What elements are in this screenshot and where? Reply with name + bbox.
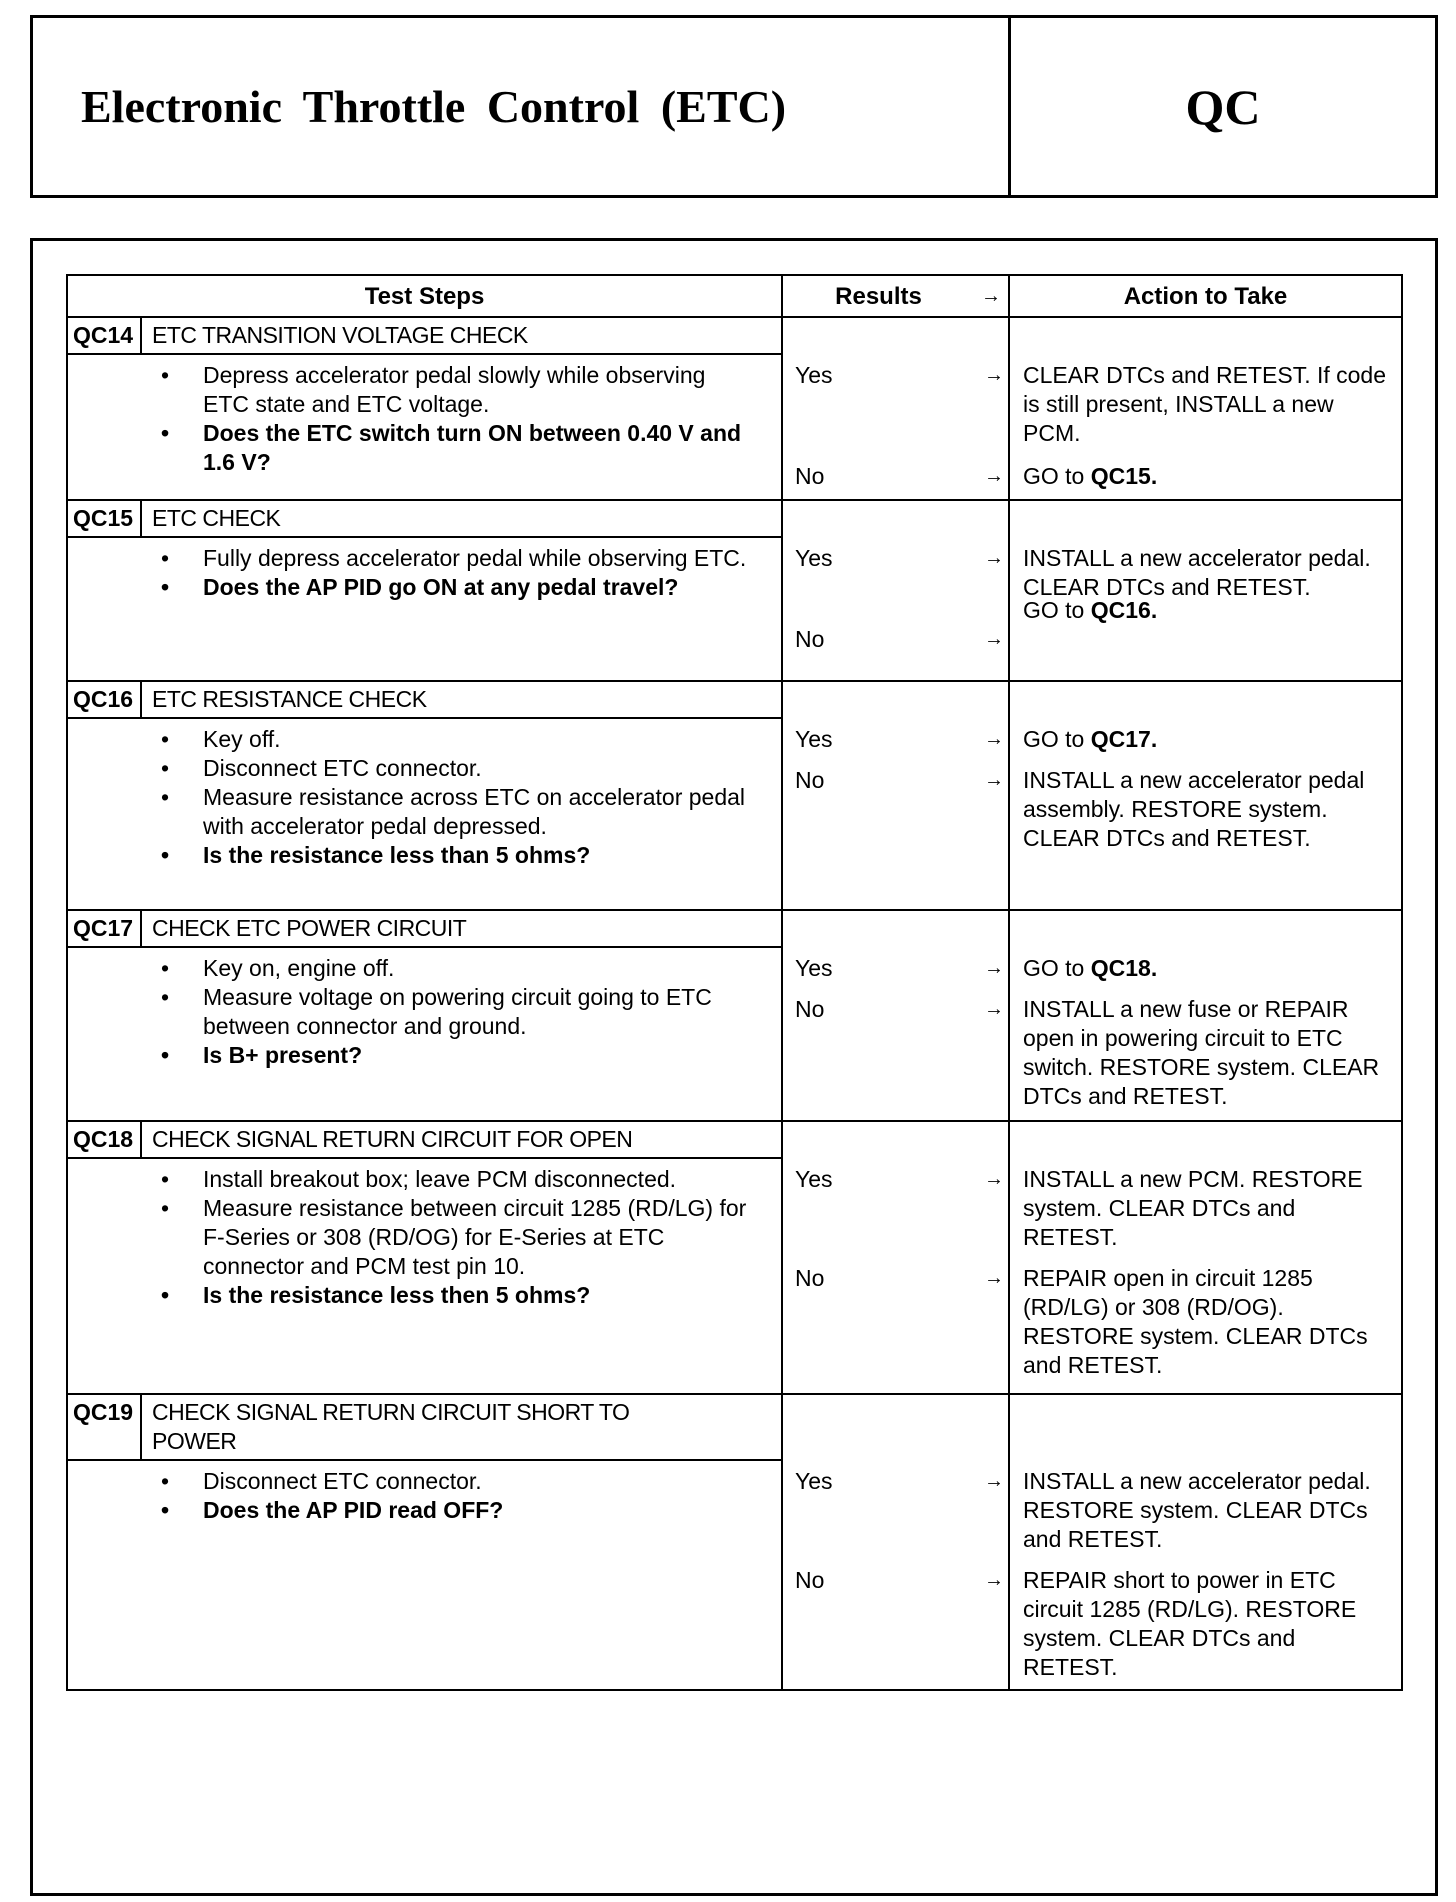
step-id: QC18: [68, 1122, 142, 1157]
table-row: [67, 910, 1402, 1121]
action-no: REPAIR short to power in ETC circuit 1285 (RD/LG). RESTORE system. CLEAR DTCs and RETEST.: [1023, 1567, 1357, 1680]
result-no: No: [795, 1265, 825, 1291]
table-row: [67, 317, 1402, 500]
step-title: ETC RESISTANCE CHECK: [152, 686, 427, 712]
action-cell: [1009, 500, 1402, 681]
arrow-icon: →: [984, 547, 1004, 569]
table-row: [67, 500, 1402, 681]
action-yes: INSTALL a new accelerator pedal. RESTORE system. CLEAR DTCs and RETEST.: [1023, 1468, 1371, 1552]
action-yes: CLEAR DTCs and RETEST. If code is still present, INSTALL a new PCM.: [1023, 362, 1387, 446]
results-cell: [782, 500, 1009, 681]
step-question: • Is the resistance less then 5 ohms?: [203, 1281, 751, 1310]
step-bullet: • Fully depress accelerator pedal while observing ETC.: [203, 544, 751, 573]
arrow-icon: →: [984, 1267, 1004, 1289]
result-yes: Yes: [795, 726, 833, 752]
results-cell: [782, 910, 1009, 1121]
result-no: No: [795, 1567, 825, 1593]
step-title: ETC TRANSITION VOLTAGE CHECK: [152, 322, 528, 348]
result-no: No: [795, 626, 825, 652]
goto-prefix: GO to: [1023, 955, 1091, 981]
result-yes: Yes: [795, 955, 833, 981]
step-title: ETC CHECK: [152, 505, 281, 531]
goto-target: QC15.: [1090, 463, 1158, 489]
goto-target: QC16.: [1090, 597, 1158, 623]
results-cell: [782, 1121, 1009, 1394]
goto-target: QC17.: [1090, 726, 1158, 752]
content-frame: [30, 238, 1438, 1896]
header-results: [782, 275, 1009, 317]
step-id: QC16: [68, 682, 142, 717]
goto-prefix: GO to: [1023, 597, 1091, 623]
arrow-icon: →: [984, 364, 1004, 386]
action-yes: [1010, 954, 1401, 983]
step-question: • Is B+ present?: [203, 1041, 751, 1070]
step-question: • Does the ETC switch turn ON between 0.40 V and 1.6 V?: [203, 419, 751, 477]
arrow-icon: →: [981, 284, 1001, 307]
result-yes: Yes: [795, 362, 833, 388]
step-cell: [67, 1394, 782, 1690]
arrow-icon: →: [984, 728, 1004, 750]
step-id: QC14: [68, 318, 142, 353]
step-bullet: • Key off.: [203, 725, 751, 754]
step-id: QC19: [68, 1395, 142, 1459]
action-no: INSTALL a new accelerator pedal assembly. RESTORE system. CLEAR DTCs and RETEST.: [1023, 767, 1365, 851]
step-cell: [67, 910, 782, 1121]
goto-target: QC18.: [1090, 955, 1158, 981]
arrow-icon: →: [984, 769, 1004, 791]
arrow-icon: →: [984, 465, 1004, 487]
step-bullet: • Depress accelerator pedal slowly while observing ETC state and ETC voltage.: [203, 361, 751, 419]
step-bullet: • Measure voltage on powering circuit going to ETC between connector and ground.: [203, 983, 751, 1041]
action-yes: INSTALL a new PCM. RESTORE system. CLEAR DTCs and RETEST.: [1023, 1166, 1363, 1250]
goto-prefix: GO to: [1023, 463, 1091, 489]
step-bullet: • Install breakout box; leave PCM disconnected.: [203, 1165, 751, 1194]
step-title: CHECK ETC POWER CIRCUIT: [152, 915, 467, 941]
header-results-label: Results: [835, 282, 922, 310]
step-bullet: • Measure resistance across ETC on accelerator pedal with accelerator pedal depressed.: [203, 783, 751, 841]
step-title: CHECK SIGNAL RETURN CIRCUIT SHORT TO POWER: [152, 1399, 630, 1454]
step-id: QC15: [68, 501, 142, 536]
section-code: QC: [1185, 78, 1261, 135]
results-cell: [782, 1394, 1009, 1690]
action-yes: INSTALL a new accelerator pedal. CLEAR DTCs and RETEST.: [1023, 545, 1371, 600]
results-cell: [782, 681, 1009, 910]
table-row: [67, 1394, 1402, 1690]
result-no: No: [795, 996, 825, 1022]
arrow-icon: →: [984, 1569, 1004, 1591]
step-bullet: • Disconnect ETC connector.: [203, 1467, 751, 1496]
step-cell: [67, 681, 782, 910]
action-cell: [1009, 1121, 1402, 1394]
action-no: [1010, 462, 1401, 491]
table-header-row: [67, 275, 1402, 317]
page-title: Electronic Throttle Control (ETC): [33, 18, 1011, 195]
goto-prefix: GO to: [1023, 726, 1091, 752]
step-bullet: • Measure resistance between circuit 1285 (RD/LG) for F-Series or 308 (RD/OG) for E-Series at ETC connector and PCM test pin 10.: [203, 1194, 751, 1281]
step-question: • Is the resistance less than 5 ohms?: [203, 841, 751, 870]
result-yes: Yes: [795, 1468, 833, 1494]
action-cell: [1009, 1394, 1402, 1690]
step-bullet: • Key on, engine off.: [203, 954, 751, 983]
test-steps-table: [66, 274, 1403, 1691]
arrow-icon: →: [984, 628, 1004, 650]
page-header: [30, 15, 1438, 198]
header-action: Action to Take: [1009, 275, 1402, 317]
step-id: QC17: [68, 911, 142, 946]
result-yes: Yes: [795, 545, 833, 571]
step-title: CHECK SIGNAL RETURN CIRCUIT FOR OPEN: [152, 1126, 633, 1152]
step-bullet: • Disconnect ETC connector.: [203, 754, 751, 783]
result-yes: Yes: [795, 1166, 833, 1192]
action-cell: [1009, 910, 1402, 1121]
action-yes: [1010, 725, 1401, 754]
step-question: • Does the AP PID read OFF?: [203, 1496, 751, 1525]
arrow-icon: →: [984, 1470, 1004, 1492]
table-row: [67, 1121, 1402, 1394]
action-cell: [1009, 681, 1402, 910]
result-no: No: [795, 767, 825, 793]
table-row: [67, 681, 1402, 910]
arrow-icon: →: [984, 998, 1004, 1020]
action-no: REPAIR open in circuit 1285 (RD/LG) or 308 (RD/OG). RESTORE system. CLEAR DTCs and RETEST.: [1023, 1265, 1368, 1378]
step-cell: [67, 1121, 782, 1394]
arrow-icon: →: [984, 1168, 1004, 1190]
header-test-steps: Test Steps: [67, 275, 782, 317]
arrow-icon: →: [984, 957, 1004, 979]
results-cell: [782, 317, 1009, 500]
step-question: • Does the AP PID go ON at any pedal travel?: [203, 573, 751, 602]
step-cell: [67, 317, 782, 500]
result-no: No: [795, 463, 825, 489]
action-no: INSTALL a new fuse or REPAIR open in powering circuit to ETC switch. RESTORE system. CLEAR DTCs and RETEST.: [1023, 996, 1380, 1109]
action-cell: [1009, 317, 1402, 500]
step-cell: [67, 500, 782, 681]
